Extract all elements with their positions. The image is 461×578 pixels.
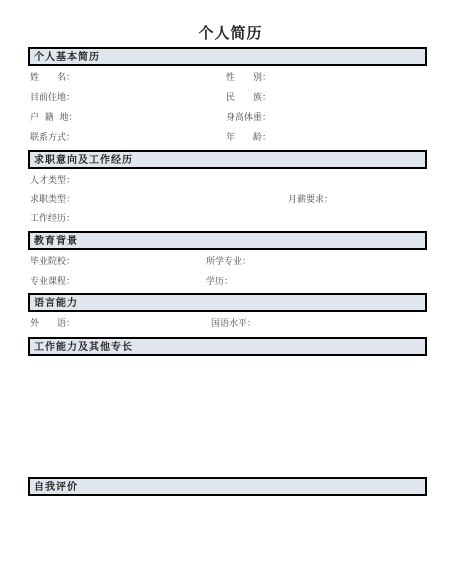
- section-education-label: 教育背景: [34, 236, 78, 247]
- mandarin-level-label: 国语水平：: [211, 319, 257, 329]
- residence-label: 目前住地：: [30, 93, 76, 103]
- ethnicity-label: 民 族：: [226, 93, 272, 103]
- age-label: 年 龄：: [226, 133, 272, 143]
- foreign-language-label: 外 语：: [30, 319, 76, 329]
- talent-type-label: 人才类型：: [30, 176, 76, 186]
- position-type-label: 求职类型：: [30, 195, 76, 205]
- school-label: 毕业院校：: [30, 257, 76, 267]
- section-language-header: [28, 293, 427, 312]
- height-weight-label: 身高体重：: [226, 113, 272, 123]
- salary-label: 月薪要求：: [288, 195, 334, 205]
- section-language-label: 语言能力: [34, 298, 78, 309]
- section-skills-label: 工作能力及其他专长: [34, 342, 133, 353]
- section-job-header: [28, 150, 427, 169]
- experience-label: 工作经历：: [30, 214, 76, 224]
- resume-title: 个人简历: [198, 24, 263, 42]
- hukou-label: 户 籍 地：: [30, 113, 78, 123]
- gender-label: 性 别：: [226, 73, 272, 83]
- contact-label: 联系方式：: [30, 133, 76, 143]
- degree-label: 学历：: [206, 277, 234, 287]
- section-self-evaluation-label: 自我评价: [34, 482, 78, 493]
- section-job-label: 求职意向及工作经历: [34, 155, 133, 166]
- section-basic-info-header: [28, 47, 427, 66]
- courses-label: 专业课程：: [30, 277, 76, 287]
- section-basic-info-label: 个人基本简历: [34, 52, 100, 63]
- section-education-header: [28, 231, 427, 250]
- major-label: 所学专业：: [206, 257, 252, 267]
- name-label: 姓 名：: [30, 73, 76, 83]
- section-skills-header: [28, 337, 427, 356]
- section-self-evaluation-header: [28, 477, 427, 496]
